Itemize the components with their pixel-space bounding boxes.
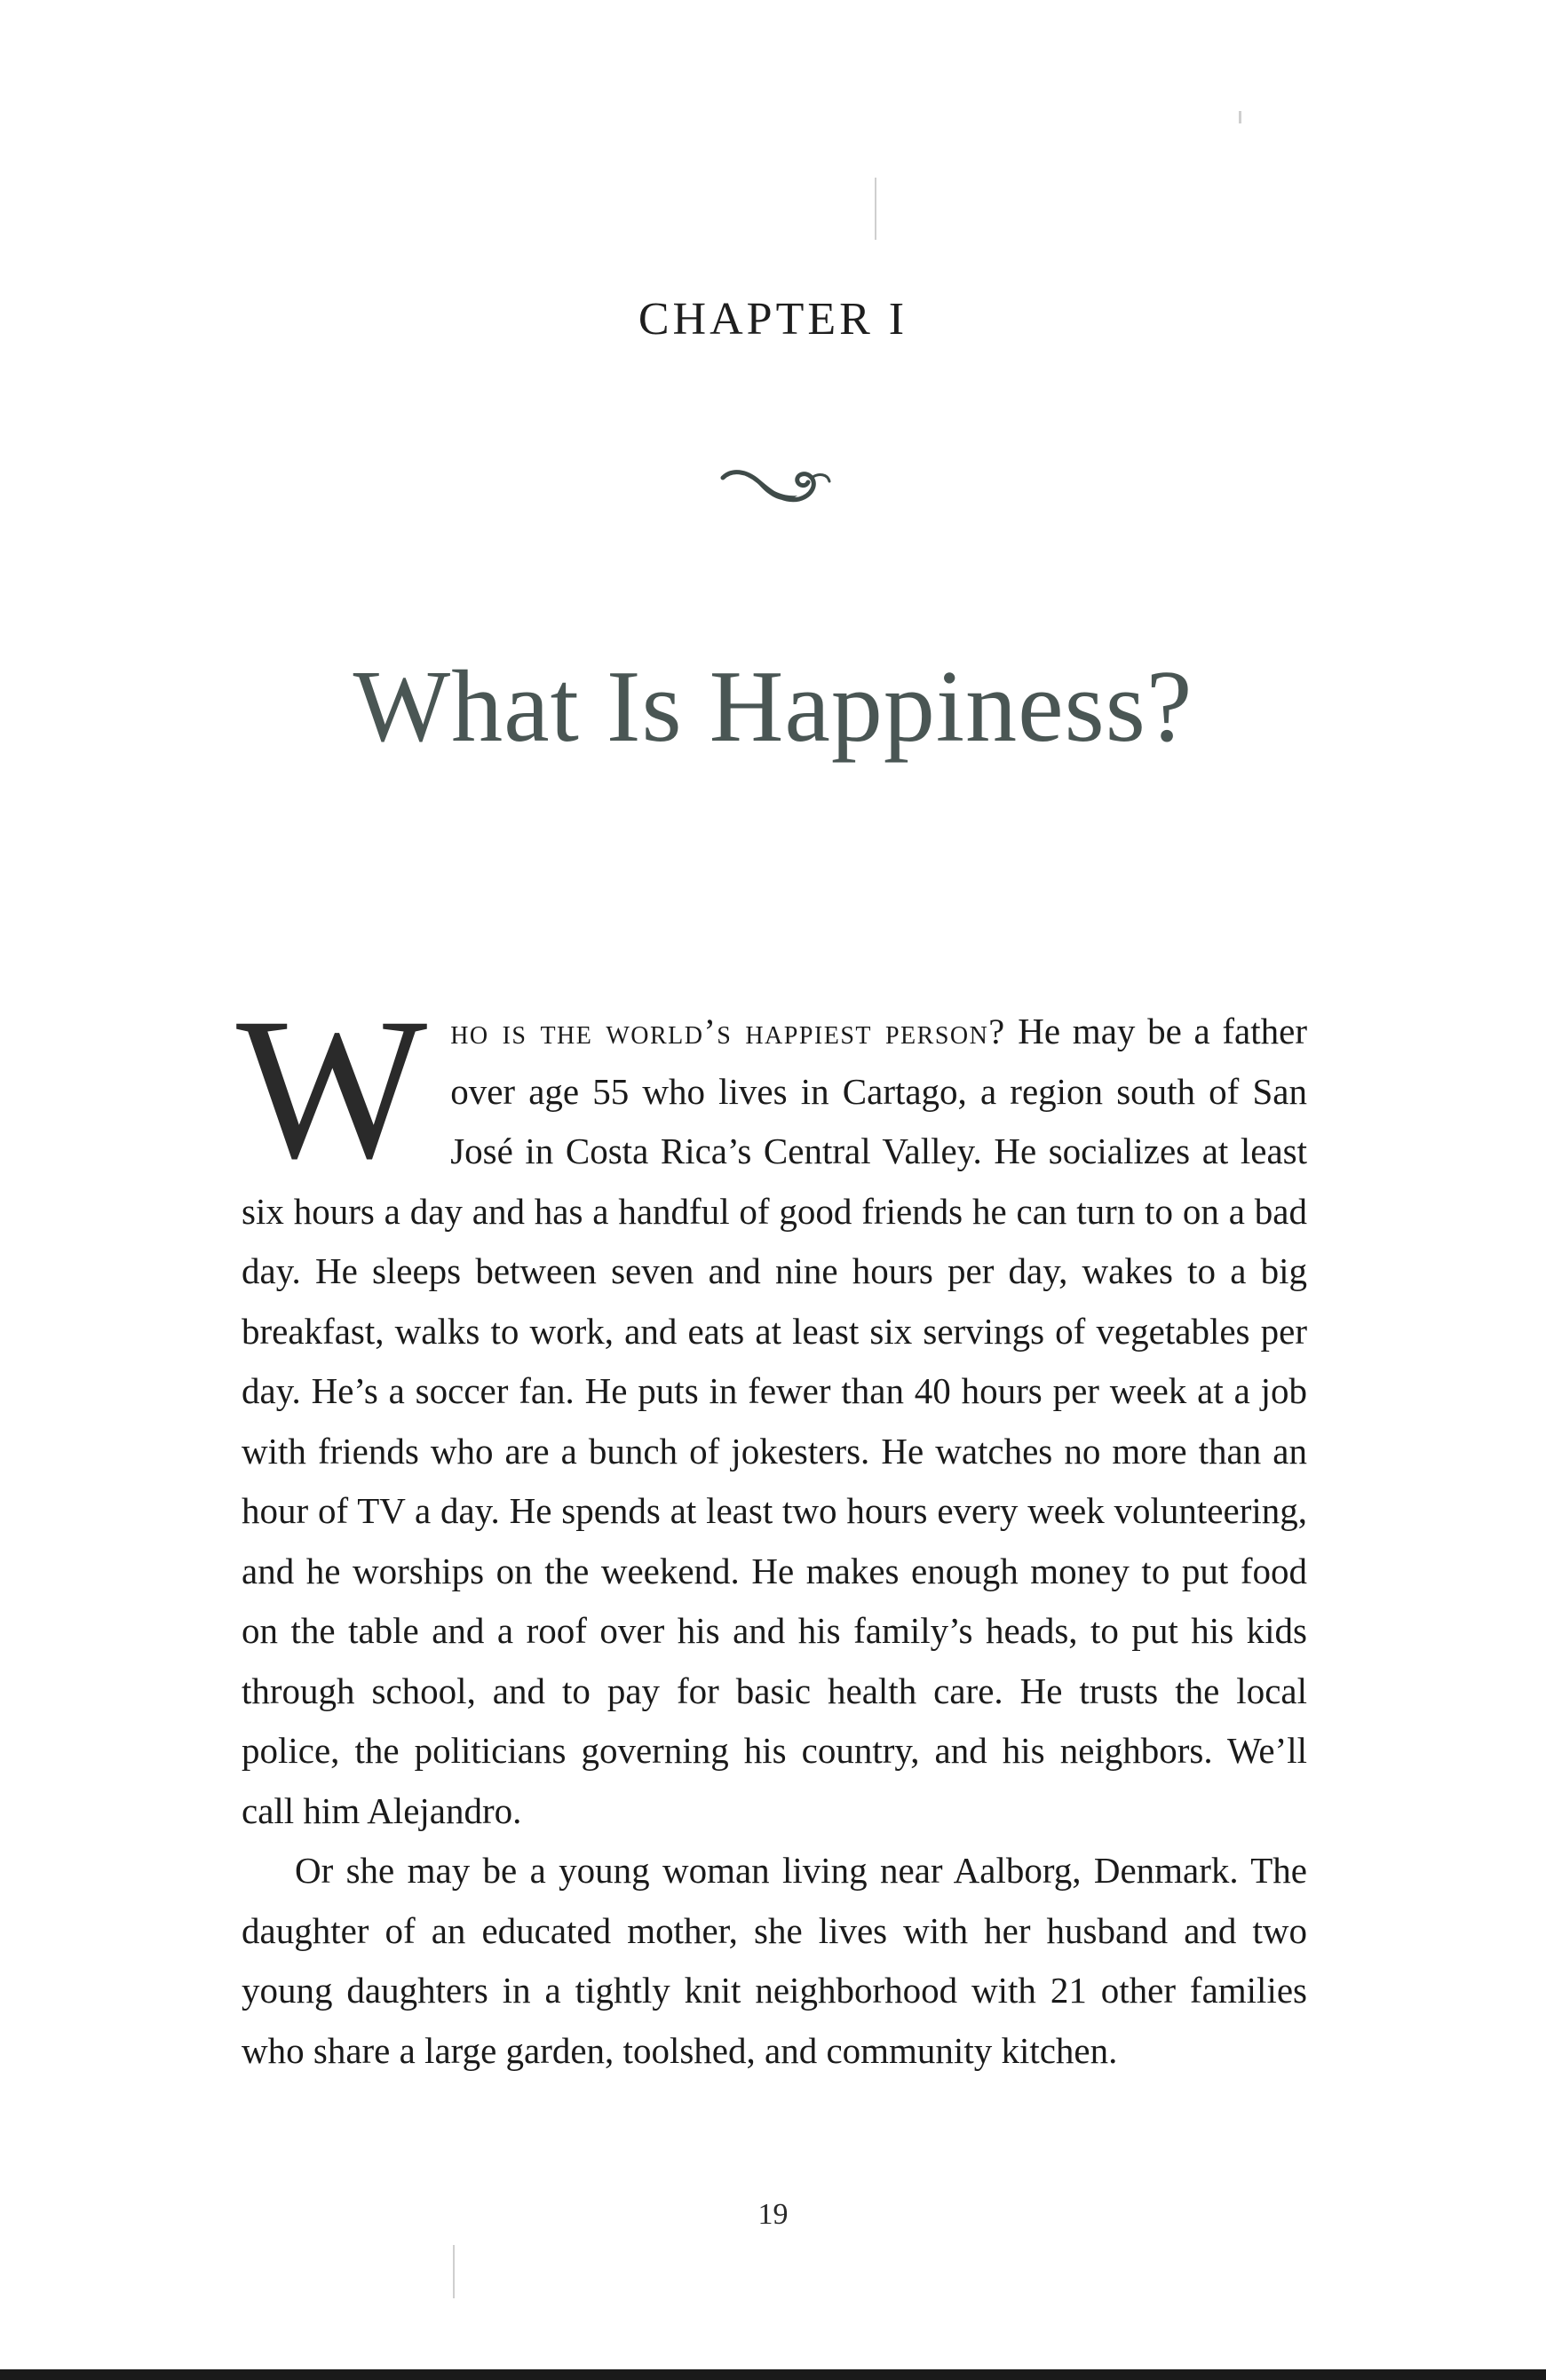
second-paragraph: Or she may be a young woman living near Aalborg, Denmark. The daughter of an educated mother, she lives with her husband and two young daughters in a tightly knit neighborhood with 21 other families who share a large garden, toolshed, and community kitchen. bbox=[242, 1850, 1307, 2071]
lead-in-small-caps: ho is the world’s happiest person? bbox=[450, 1012, 1006, 1051]
first-paragraph-text: He may be a father over age 55 who lives in Cartago, a region south of San José in Costa Rica’s Central Valley. He socializes at least six hours a day and has a handful of good friends he can turn to on a bad day. He sleeps between seven and nine hours per day, wakes to a big breakfast, walks to work, and eats at least six servings of vegetables per day. He’s a soccer fan. He puts in fewer than 40 hours per week at a job with friends who are a bunch of jokesters. He watches no more than an hour of TV a day. He spends at least two hours every week volunteering, and he worships on the weekend. He makes enough money to put food on the table and a roof over his and his family’s heads, to put his kids through school, and to pay for basic health care. He trusts the local police, the politicians governing his country, and his neighbors. We’ll call him Alejandro. bbox=[242, 1011, 1307, 1831]
body-text bbox=[236, 977, 1307, 2081]
page-number: 19 bbox=[757, 2198, 789, 2231]
chapter-label: CHAPTER I bbox=[638, 294, 908, 345]
page-bottom-edge bbox=[0, 2369, 1546, 2380]
scan-artifact-mark bbox=[875, 178, 876, 240]
scan-artifact-mark bbox=[453, 2245, 455, 2298]
chapter-title: What Is Happiness? bbox=[353, 650, 1193, 764]
fleuron-swirl-icon bbox=[719, 462, 835, 515]
drop-cap: W bbox=[236, 977, 428, 1201]
scan-artifact-mark bbox=[1239, 111, 1241, 123]
first-paragraph bbox=[236, 977, 1307, 1841]
